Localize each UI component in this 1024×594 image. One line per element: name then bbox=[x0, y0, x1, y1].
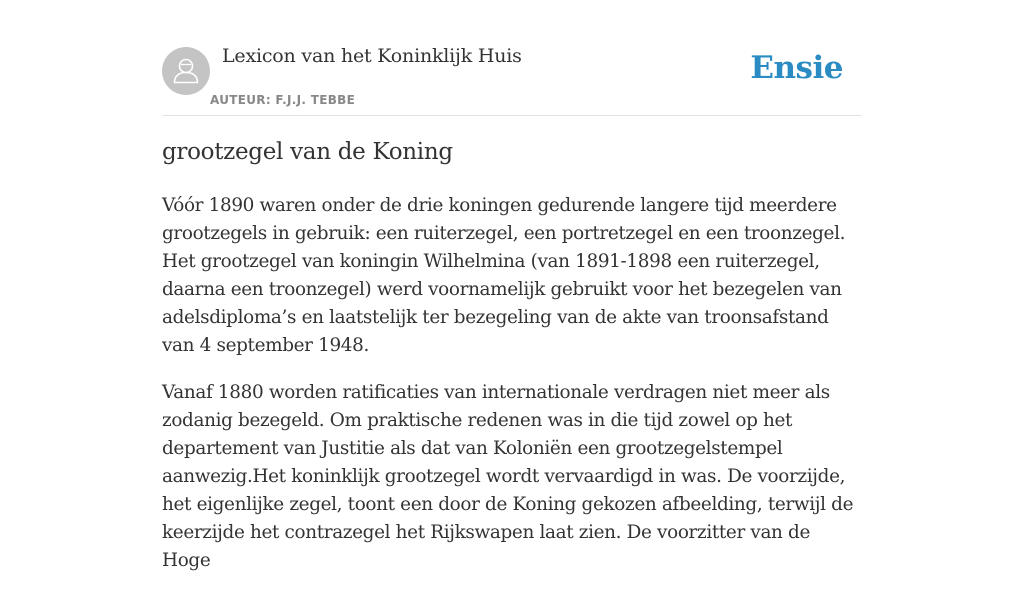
person-outline-icon bbox=[162, 47, 210, 95]
page bbox=[162, 0, 862, 571]
paragraph: Vóór 1890 waren onder de drie koningen gedurende langere tijd meerdere grootzegels in gebruik: een ruiterzegel, een portretzegel en een troonzegel. Het grootzegel van koningin Wilhelmina (van 1891-1898 een ruiterzegel, daarna een troonzegel) werd voornamelijk gebruikt voor het bezegelen van adelsdiploma’s en laatstelijk ter bezegeling van de akte van troonsafstand van 4 september 1948. bbox=[162, 195, 846, 356]
author-label: AUTEUR: bbox=[210, 93, 271, 107]
author-line bbox=[210, 93, 355, 107]
book-title[interactable]: Lexicon van het Koninklijk Huis bbox=[222, 45, 522, 67]
article-body bbox=[162, 192, 862, 594]
user-avatar-icon[interactable] bbox=[162, 47, 210, 95]
paragraph: Vanaf 1880 worden ratificaties van internationale verdragen niet meer als zodanig bezegeld. Om praktische redenen was in die tijd zowel op het departement van Justitie als dat van Koloniën een grootzegelstempel aanwezig.Het koninklijk grootzegel wordt vervaardigd in was. De voorzijde, het eigenlijke zegel, toont een door de Koning gekozen afbeelding, terwijl de keerzijde het contrazegel het Rijkswapen laat zien. De voorzitter van de Hoge bbox=[162, 382, 854, 571]
header bbox=[162, 0, 862, 116]
entry-title: grootzegel van de Koning bbox=[162, 139, 453, 165]
author-name[interactable]: F.J.J. TEBBE bbox=[275, 93, 356, 107]
ensie-logo[interactable]: Ensie bbox=[750, 50, 843, 86]
